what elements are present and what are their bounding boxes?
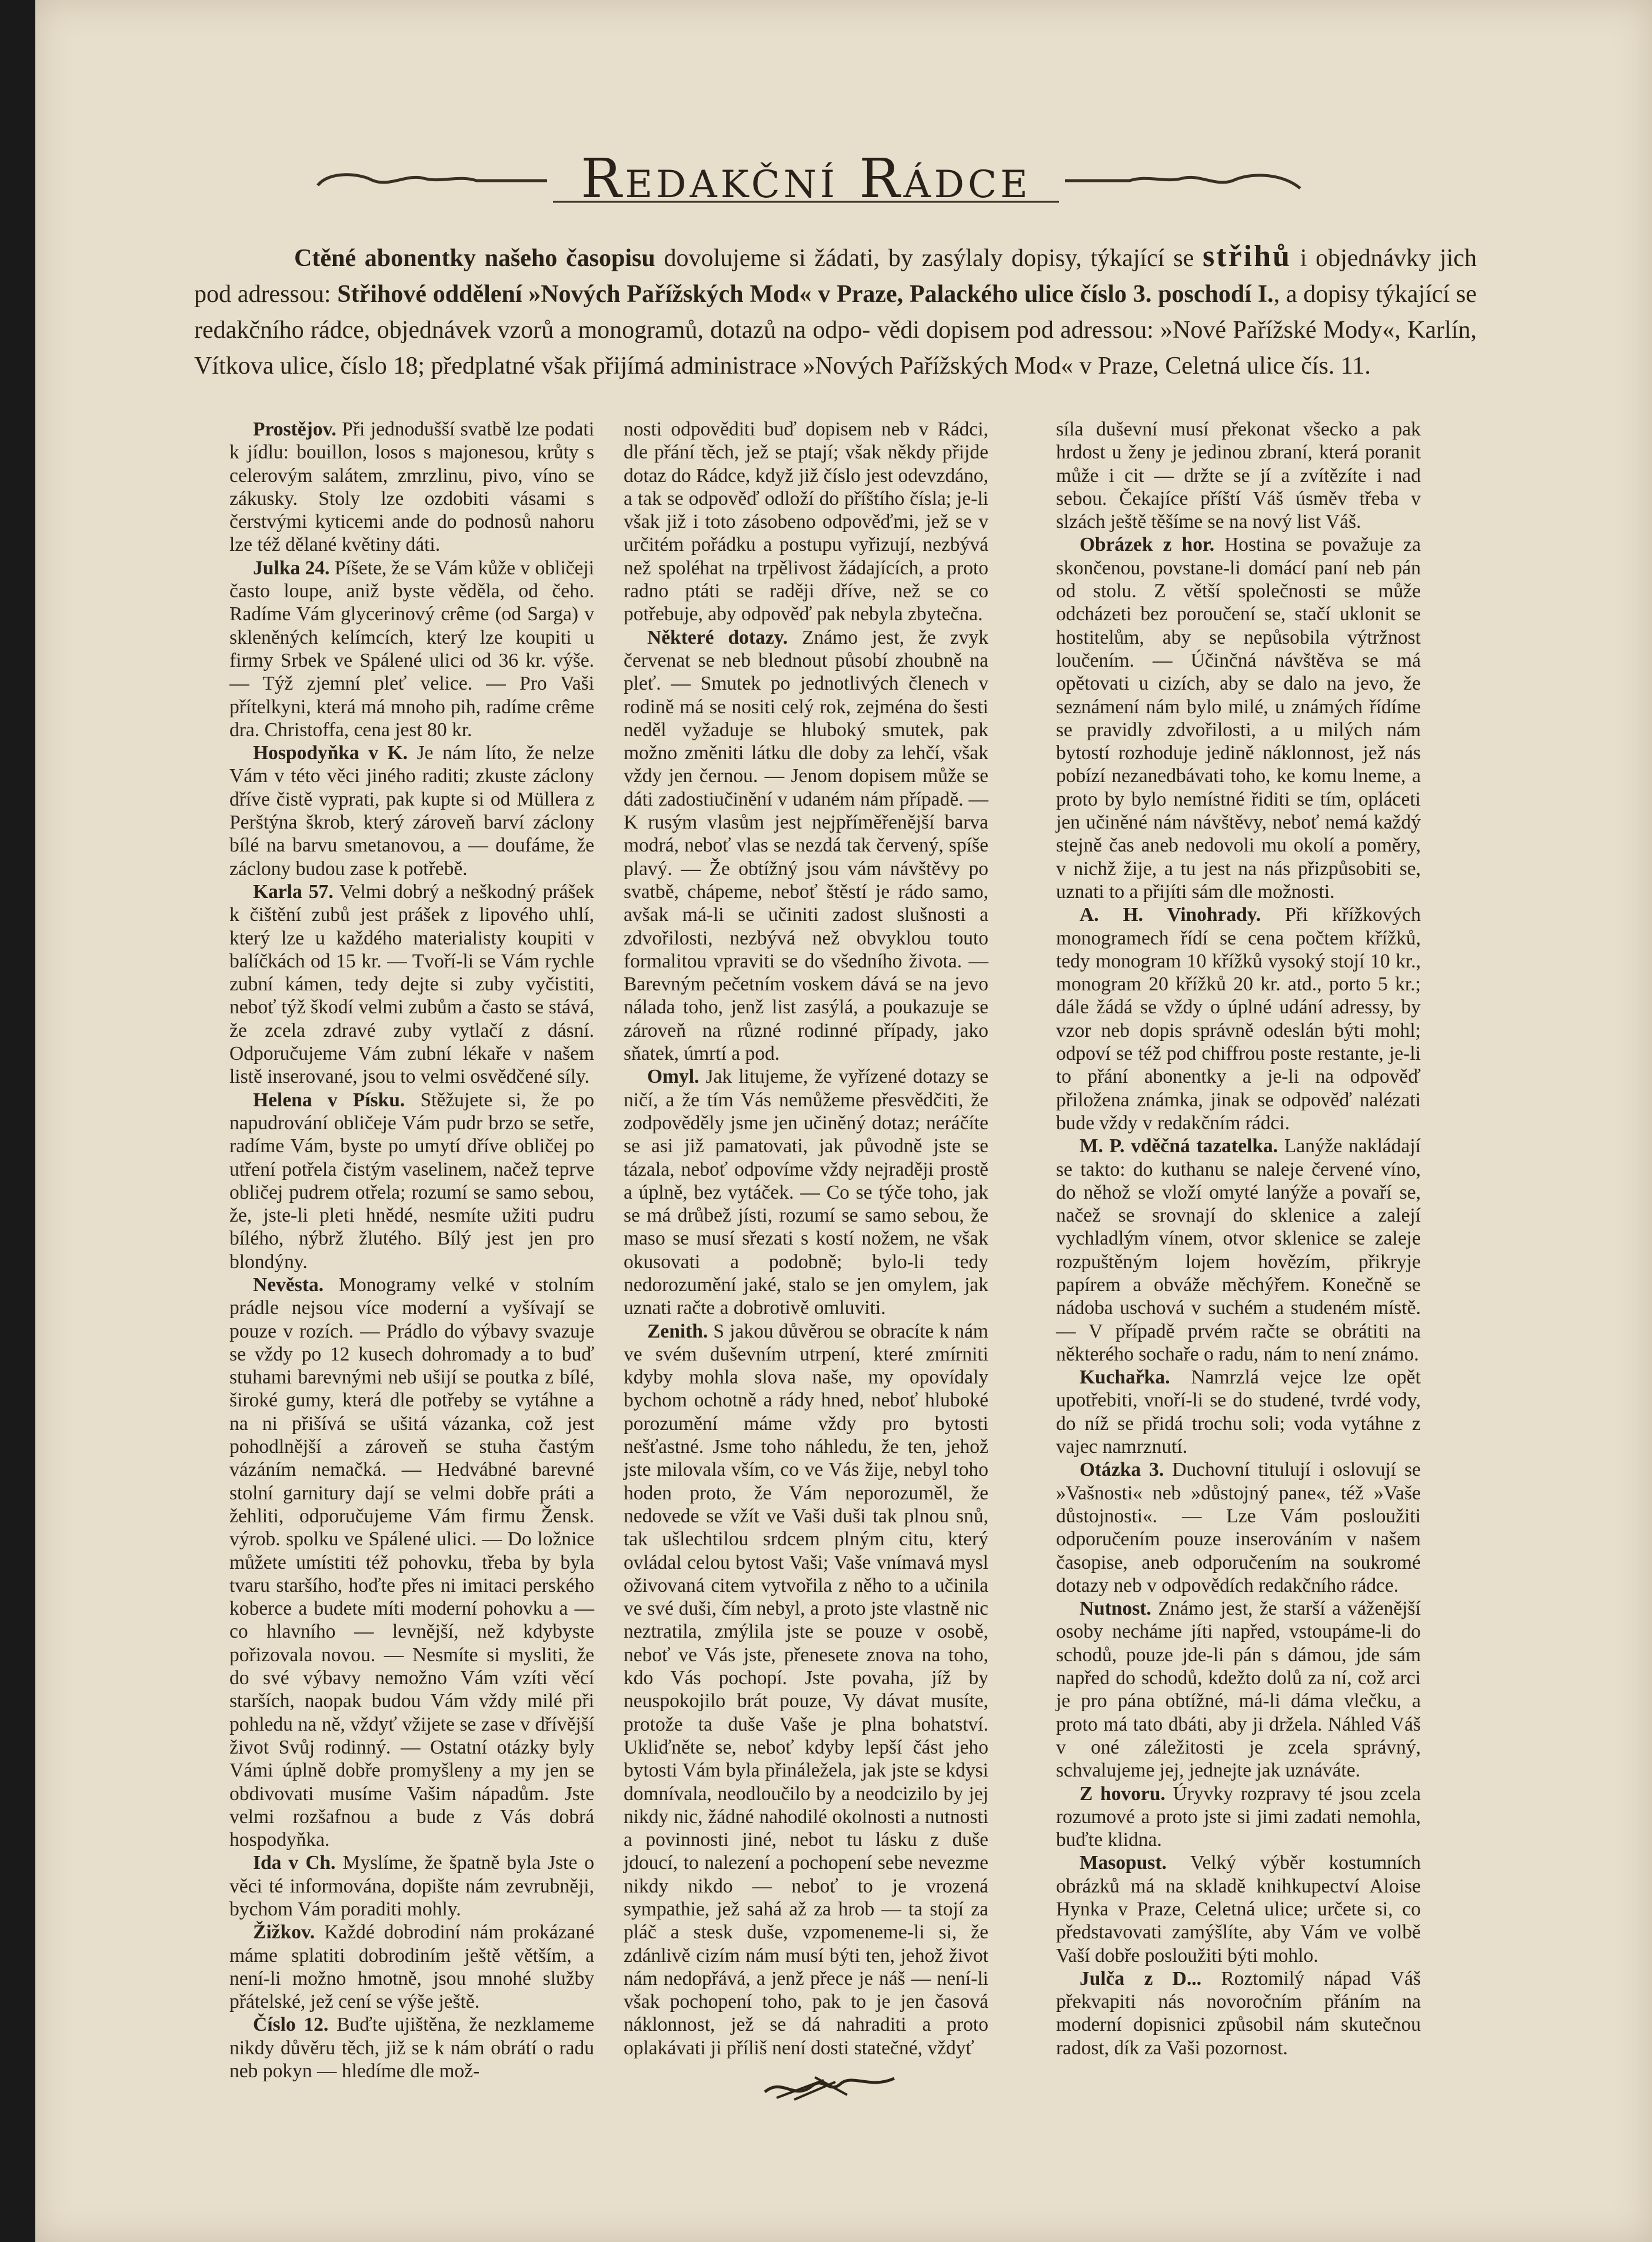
entry-text: Známo jest, že starší a váženější osoby necháme jíti napřed, vstoupáme-li do schodů, pouze jde-li pán s dámou, jde sám napřed do schodů, kdežto dolů za ní, což arci je pro pána obtížné, má-li dáma vlečku, a proto má tato dbáti, aby ji držela. Náhled Váš v oné záležitosti je zcela správný, schvalujeme jej, jednejte jak uznáváte. — [1056, 1598, 1421, 1782]
entry-heading: A. H. Vinohrady. — [1080, 904, 1261, 926]
entry-text: Úryvky rozpravy té jsou zcela rozumové a proto jste si jimi zadati nemohla, buďte klidna. — [1056, 1782, 1421, 1851]
entry-text: Velmi dobrý a neškodný prášek k čištění zubů jest prášek z lipového uhlí, který lze u každého materialisty koupiti v balíčkách od 15 kr. — Tvoří-li se Vám rychle zubní kámen, tedy dejte si zuby vyčistiti, neboť týž škodí velmi zubům a často se stává, že zcela zdravé zuby vytlačí z dásní. Odporučujeme Vám zubní lékaře v našem listě inserované, jsou to velmi osvědčené síly. — [229, 880, 595, 1088]
answer-entry — [1056, 533, 1421, 903]
answer-entry — [624, 1320, 988, 2060]
column-3 — [1056, 418, 1421, 2060]
page-header — [306, 138, 1306, 209]
entry-text: Hostina se považuje za skončenou, povstane-li domácí paní neb pán od stolu. Z větší společnosti se může odcházeti bez poroučení se, stačí uklonit se hostitelům, aby se nepůsobila výtržnost loučením. — Účinčná návštěva se má opětovati u cizích, aby se dalo na jevo, že seznámení nám bylo milé, u známých řídíme se pravidly zdvořilosti, a u milých nám bytostí rozhoduje jedině náklonnost, jež nás pobízí nezanedbávati toho, ke komu lneme, a proto by bylo nemístné řiditi se tím, opláceti jen učiněné nám návštěvy, neboť nemá každý stejně čas aneb nedovoli mu okolí a poměry, v nichž žije, a tu jest na nás přizpůsobiti se, uznati to a přijíti sám dle možnosti. — [1056, 534, 1421, 903]
answer-entry — [1056, 1135, 1421, 1366]
intro-lead: Ctěné abonentky našeho časopisu — [294, 245, 655, 272]
entry-heading: Julka 24. — [253, 557, 330, 579]
answer-entry — [1056, 1597, 1421, 1782]
answer-entry — [229, 1273, 594, 1851]
intro-address-1: Střihové oddělení »Nových Pařížských Mod« v Praze, Palackého ulice číslo 3. poschodí I. — [337, 281, 1274, 308]
entry-heading: Ida v Ch. — [253, 1852, 336, 1874]
answer-entry — [1056, 903, 1421, 1135]
answer-entry — [229, 1921, 594, 2013]
entry-text: Myslíme, že špatně byla Jste o věci té informována, dopište nám zevrubněji, bychom Vám poraditi mohly. — [229, 1852, 594, 1920]
intro-text-2: i objednávky jich pod adressou: — [194, 245, 1477, 308]
entry-heading: Obrázek z hor. — [1080, 534, 1215, 556]
entry-text: S jakou důvěrou se obracíte k nám ve svém duševním utrpení, které zmírniti kdyby mohla slova naše, my opovídaly bychom ochotně a rády hned, neboť hluboké porozumění máme vždy pro bytosti nešťastné. Jsme toho náhledu, že ten, jehož jste milovala vším, co ve Vás žije, nebyl toho hoden proto, že Vám neporozuměl, že nedovede se vžít ve Vaši duši tak plnou snů, tak ušlechtilou srdcem plným citu, který ovládal celou bytost Vaši; Vaše vnímavá mysl oživovaná citem vytvořila z něho to a učinila ve své duši, čím nebyl, a proto jste vlastně nic neztratila, zmýlila jste se pouze v osobě, neboť ve Vás jste, přenesete znova na toho, kdo Vás pochopí. Jste povaha, jíž by neuspokojilo brát pouze, Vy dávat musíte, protože ta duše Vaše je plna bohatství. Ukliďněte se, neboť kdyby lepší část jeho bytosti Vám byla přináležela, jak jste se kdysi domnívala, neodloučilo by a neodcizilo by jej nikdy nic, žádné nahodilé okolnosti a nutnosti a povinnosti jiné, nebot tu lásku z duše jdoucí, to nalezení a pochopení sebe nevezme nikdy nikdo — neboť to je vrozená sympathie, jež sahá až za hrob — ta stojí za pláč a stesk duše, vzpomeneme-li si, že zdánlivě cizím nám musí býti ten, jehož život nám nedopřává, a jenž přece je náš — není-li však pochopení toho, pak to je jen časová náklonnost, jež se dá nahraditi a proto oplakávati ji příliš není dosti statečné, vždyť — [624, 1320, 988, 2059]
entry-heading: Nevěsta. — [253, 1273, 324, 1296]
entry-text: nosti odpověditi buď dopisem neb v Rádci, dle přání těch, jež se ptají; však někdy přijde dotaz do Rádce, když již číslo jest odevzdáno, a tak se odpověď odloží do příštího čísla; je-li však již i toto zásobeno odpověďmi, jež se v určitém pořádku a postupu vyřizují, nezbývá než spoléhat na trpělivost žádajících, a proto radno ptáti se raději dříve, než se co potřebuje, aby odpověď pak nebyla zbytečna. — [624, 418, 988, 626]
intro-notice — [194, 238, 1477, 384]
answer-entry — [624, 418, 988, 626]
entry-text: Píšete, že se Vám kůže v obličeji často loupe, aniž byste věděla, od čeho. Radíme Vám glycerinový crême (od Sarga) v skleněných kelímcích, který lze koupiti u firmy Srbek ve Spálené ulici od 36 kr. výše. — Týž zjemní pleť velice. — Pro Vaši přítelkyni, která má mnoho pih, radíme crême dra. Christoffa, cena jest 80 kr. — [229, 557, 594, 741]
entry-heading: Julča z D... — [1080, 1967, 1202, 1990]
entry-text: Jak litujeme, že vyřízené dotazy se ničí, a že tím Vás nemůžeme přesvědčiti, že zodpověděly jsme jen učiněný dotaz; neráčíte se asi již pamatovati, jak původně jste se tázala, neboť odpovíme vždy nejraději prostě a úplně, bez vytáček. — Co se týče toho, jak se má drůbež jísti, rozumí se samo sebou, že maso se musí sřezati s kostí nožem, ne však okusovati a podobně; bylo-li tedy nedorozumění jaké, stalo se jen omylem, jak uznati račte a dobrotivě omluviti. — [624, 1066, 988, 1319]
entry-heading: M. P. vděčná tazatelka. — [1080, 1135, 1278, 1157]
answer-entry — [1056, 1458, 1421, 1597]
entry-text: Známo jest, že zvyk červenat se neb blednout působí zhoubně na pleť. — Smutek po jednotlivých členech v rodině má se nositi celý rok, zejména do šesti neděl vyžaduje se hluboký smutek, pak možno změniti látku dle doby za lehčí, však vždy jen černou. — Jenom dopisem může se dáti zadostiučinění v udaném nám případě. — K rusým vlasům jest nejpříměřenější barva modrá, neboť vlas se nezdá tak červený, spíše plavý. — Že obtížný jsou vám návštěvy po svatbě, chápeme, neboť štěstí je rádo samo, avšak má-li se učiniti zadost slušnosti a zdvořilosti, nezbývá než obvyklou touto formalitou vpraviti se do všedního života. — Barevným pečetním voskem dává se na jevo nálada toho, jenž list zasýlá, a poukazuje se zároveň na různé rodinné případy, jako sňatek, úmrtí a pod. — [624, 626, 988, 1065]
entry-text: Duchovní titulují i oslovují se »Vašnosti« neb »důstojný pane«, též »Vaše důstojnosti«. — Lze Vám posloužiti odporučením pouze inserováním v našem časopise, aneb odporučením na soukromé dotazy neb v odpovědích redakčního rádce. — [1056, 1459, 1421, 1596]
answer-entry — [229, 1089, 594, 1273]
entry-heading: Některé dotazy. — [647, 626, 788, 648]
entry-heading: Hospodyňka v K. — [253, 742, 408, 764]
intro-strihu: střihů — [1203, 239, 1292, 273]
entry-text: Namrzlá vejce lze opět upotřebiti, vnoří-li se do studené, tvrdé vody, do níž se přidá trochu soli; voda vytáhne z vajec namrznutí. — [1056, 1366, 1421, 1458]
answer-entry — [1056, 1851, 1421, 1967]
page-title: Redakční Rádce — [581, 147, 1031, 210]
entry-text: Stěžujete si, že po napudrování obličeje Vám pudr brzo se setře, radíme Vám, byste po umytí dříve obličej po utření potřela čistým vaselinem, načež teprve obličej pudrem otřela; rozumí se samo sebou, že, jste-li pleti hnědé, nesmíte užiti pudru bílého, nýbrž žlutého. Bílý jest jen pro blondýny. — [229, 1089, 594, 1273]
end-ornament-icon — [759, 2065, 900, 2107]
entry-heading: Kuchařka. — [1080, 1366, 1170, 1389]
entry-text: Velký výběr kostumních obrázků má na skladě knihkupectví Aloise Hynka v Praze, Celetná ulice; určete si, co představovati zamýšlíte, aby Vám ve volbě Vaší dobře posloužiti býti mohlo. — [1056, 1852, 1421, 1967]
answer-entry — [229, 418, 594, 557]
column-1 — [229, 418, 594, 2083]
answer-entry — [1056, 1967, 1421, 2060]
entry-text: síla duševní musí překonat všecko a pak hrdost u ženy je jedinou zbraní, která poranit může i cit — držte se jí a zvítězíte i nad sebou. Čekajíce příští Váš úsměv třeba v slzách ještě těšíme se na nový list Váš. — [1056, 418, 1421, 533]
answer-entry — [229, 557, 594, 741]
entry-heading: Helena v Písku. — [253, 1089, 405, 1111]
entry-heading: Číslo 12. — [253, 2014, 329, 2036]
entry-text: Buďte ujištěna, že nezklameme nikdy důvěru těch, již se k nám obrátí o radu neb pokyn — hledíme dle mož- — [229, 2014, 594, 2083]
entry-text: Při jednodušší svatbě lze podati k jídlu: bouillon, losos s majonesou, krůty s celerovým salátem, zmrzlinu, pivo, víno se zákusky. Stoly lze ozdobiti vásami s čerstvými kyticemi ande do podnosů nahoru lze též dělané květiny dáti. — [229, 418, 594, 556]
answer-entry — [624, 626, 988, 1066]
entry-heading: Z hovoru. — [1080, 1782, 1165, 1805]
entry-heading: Nutnost. — [1080, 1598, 1151, 1620]
entry-heading: Otázka 3. — [1080, 1459, 1164, 1481]
entry-text: Lanýže nakládají se takto: do kuthanu se naleje červené víno, do něhož se vloží omyté lanýže a povaří se, načež se srovnají do sklenice a zalejí vychladlým vínem, otvor sklenice se zaleje rozpuštěným lojem hovězím, přikryje papírem a obváže měchýřem. Konečně se nádoba uschová v suchém a studeném místě. — V případě prvém račte se obrátiti na některého sochaře o radu, nám to není známo. — [1056, 1135, 1421, 1365]
answer-entry — [229, 1851, 594, 1921]
answer-entry — [1056, 418, 1421, 533]
answer-entry — [229, 2013, 594, 2083]
entry-text: Každé dobrodiní nám prokázané máme splatiti dobrodiním ještě větším, a není-li možno hmotně, jsou mnohé služby přátelské, jež cení se výše ještě. — [229, 1921, 594, 2013]
entry-heading: Prostějov. — [253, 418, 337, 440]
entry-text: Při křížkových monogramech řídí se cena počtem křížků, tedy monogram 10 křížků vysoký stojí 10 kr., monogram 20 křížků 20 kr. atd., porto 5 kr.; dále žádá se vždy o úplné udání adressy, by vzor neb dopis správně odeslán býti mohl; odpoví se též pod chiffrou poste restante, je-li to přání abonentky a je-li na odpověď přiložena známka, jinak se odpověď nalézati bude vždy v redakčním rádci. — [1056, 904, 1421, 1134]
entry-heading: Žižkov. — [253, 1921, 315, 1944]
answer-entry — [1056, 1782, 1421, 1852]
entry-text: Monogramy velké v stolním prádle nejsou více moderní a vyšívají se pouze v rozích. — Prádlo do výbavy svazuje se vždy po 12 kusech dohromady a to buď stuhami barevnými neb ušijí se poutka z bílé, široké gumy, která dle potřeby se vytáhne a na ni přišívá se ušitá vázanka, což jest pohodlnější a zároveň se stuha častým vázáním nemačká. — Hedvábné barevné stolní garnitury dají se velmi dobře práti a žehliti, odporučujeme Vám firmu Žensk. výrob. spolku ve Spálené ulici. — Do ložnice můžete umístiti též pohovku, třeba by byla tvaru staršího, hoďte přes ni imitaci perského koberce a budete míti moderní pohovku a — co hlavního — levnější, než kdybyste pořizovala novou. — Nesmíte si mysliti, že do své výbavy nemožno Vám vzíti věcí starších, naopak budou Vám vždy milé při pohledu na ně, vždyť vžijete se zase v dřívější život Svůj rodinný. — Ostatní otázky byly Vámi úplně dobře promyšleny a my jen se obdivovati musíme Vašim nápadům. Jste velmi rozšafnou a bude z Vás dobrá hospodyňka. — [229, 1273, 594, 1851]
entry-heading: Zenith. — [647, 1320, 708, 1342]
answer-entry — [229, 741, 594, 880]
answer-entry — [1056, 1366, 1421, 1458]
answer-entry — [229, 880, 594, 1089]
intro-text-3: , a dopisy týkající se redakčního rádce, objednávek vzorů a monogramů, dotazů na odpo- vědi dopisem pod adressou: »Nové Pařížské Mody«, Karlín, Vítkova ulice, číslo 18; předplatné však přijímá administrace »Nových Pařížských Mod« v Praze, Celetná ulice čís. 11. — [194, 281, 1477, 380]
answer-entry — [624, 1065, 988, 1319]
entry-heading: Masopust. — [1080, 1852, 1167, 1874]
entry-text: Roztomilý nápad Váš překvapiti nás novoročním přáním na moderní dopisnici způsobil nám skutečnou radost, dík za Vaši pozornost. — [1056, 1967, 1421, 2059]
column-2 — [624, 418, 988, 2060]
entry-heading: Omyl. — [647, 1066, 700, 1088]
intro-text-1: dovolujeme si žádati, by zasýlaly dopisy, týkající se — [655, 245, 1203, 272]
entry-text: Je nám líto, že nelze Vám v této věci jiného raditi; zkuste záclony dříve čistě vyprati, pak kupte si od Müllera z Perštýna škrob, který zároveň barví záclony bílé na barvu smetanovou, a — doufáme, že záclony budou zase k potřebě. — [229, 742, 594, 880]
entry-heading: Karla 57. — [253, 880, 334, 903]
